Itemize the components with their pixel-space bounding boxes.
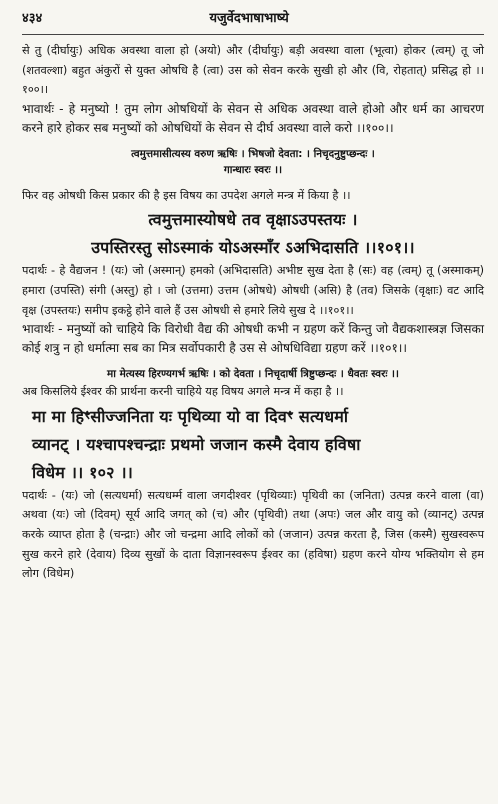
rishi-devata-line-101: त्वमुत्तमासीत्यस्य वरुण ऋषिः । भिषजो देवता: । निचृदनुष्टुप्छन्दः । [131,147,375,160]
bhavarth-100: भावार्थः - हे मनुष्यो ! तुम लोग ओषधियों के सेवन से अधिक अवस्था वाले होओ और धर्म का आचरण करने हारे होकर सब मनुष्यों को ओषधियों के सेवन से दीर्घ अवस्था वाले करो ।।१००।। [22,101,484,135]
mantra-102-line-3: विधेम ।। १०२ ।। [32,462,133,482]
padarth-102: पदार्थः - (यः) जो (सत्यधर्मा) सत्यधर्म्म वाला जगदीश्वर (पृथिव्याः) पृथिवी का (जनिता) उत्पन्न करने वाला (वा) अथवा (यः) जो (दिवम्) सूर्य आदि जगत् को (च) और (पृथिवी) तथा (अपः) जल और वायु को (व्यानट्) उत्पन्न करके व्याप्त होता है (चन्द्राः) और जो चन्द्रमा आदि लोकों को (जजान) उत्पन्न करता है, जिस (कस्मै) सुखस्वरूप सुख करने हारे (देवाय) दिव्य सुखों के दाता विज्ञानस्वरूप ईश्वर का (हविषा) ग्रहण करने योग्य भक्तियोग से हम लोग (विधेम) [22,488,484,581]
mantra-101-line-1: त्वमुत्तमास्योषधे तव वृक्षाऽउपस्तयः । [148,210,358,230]
running-title: यजुर्वेदभाषाभाष्ये [209,11,289,26]
mantra-102-line-2: व्यानट् । यश्चापश्चन्द्राः प्रथमो जजान कस्मै देवाय हविषा [32,434,361,454]
header-rule [22,34,484,35]
page-header [22,8,484,30]
intro-102: अब किसलिये ईश्वर की प्रार्थना करनी चाहिये यह विषय अगले मन्त्र में कहा है ।। [22,385,344,399]
intro-101: फिर वह ओषधी किस प्रकार की है इस विषय का उपदेश अगले मन्त्र में किया है ।। [22,188,351,202]
rishi-devata-line-102: मा मेत्यस्य हिरण्यगर्भ ऋषिः । को देवता । निचृदार्षी त्रिष्टुप्छन्दः । धैवतः स्वरः ।। [107,368,399,381]
mantra-101-line-2: उपस्तिरस्तु सोऽस्माकं योऽअस्माँर ऽअभिदासति ।।१०१।। [91,238,415,258]
page-number: ४३४ [22,11,43,26]
book-page [22,8,484,584]
swara-line-101: गान्धारः स्वरः ।। [223,163,283,176]
padarth-101: पदार्थः - हे वैद्यजन ! (यः) जो (अस्मान्) हमको (अभिदासति) अभीष्ट सुख देता है (सः) वह (त्वम्) तू (अस्माकम्) हमारा (उपस्ति) संगी (अस्तु) हो । जो (उत्तमा) उत्तम (ओषधे) ओषधी (असि) है (तव) जिसके (वृक्षाः) वट आदि वृक्ष (उपस्तयः) समीप इकट्ठे होने वाले हैं उस ओषधी से हमारे लिये सुख दे ।।१०१।। [22,264,484,317]
mantra-102-line-1: मा मा हिꣳसीज्जनिता यः पृथिव्या यो वा दिवꣳ सत्यधर्मा [32,406,349,426]
para-top: से तु (दीर्घायुः) अधिक अवस्था वाला हो (अयो) और (दीर्घायुः) बड़ी अवस्था वाला (भूत्वा) होकर (त्वम्) तू जो (शतवल्शा) बहुत अंकुरों से युक्त ओषधि है (त्वा) उस को सेवन करके सुखी हो और (वि, रोहतात्) प्रसिद्ध हो ।।१००।। [22,44,484,97]
bhavarth-101: भावार्थः - मनुष्यों को चाहिये कि विरोधी वैद्य की ओषधी कभी न ग्रहण करें किन्तु जो वैद्यकशास्त्रज्ञ जिसका कोई शत्रु न हो धर्मात्मा सब का मित्र सर्वोपकारी है उस से ओषधिविद्या ग्रहण करें ।।१०१।। [22,322,484,356]
